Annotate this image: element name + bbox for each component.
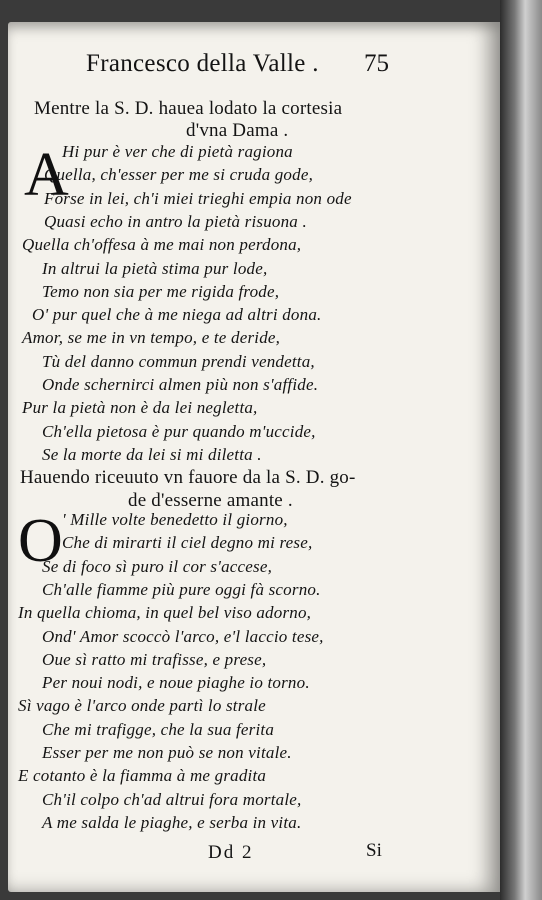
poem2-verse-line: ' Mille volte benedetto il giorno, bbox=[62, 510, 288, 529]
poem2-verse-line: E cotanto è la fiamma à me gradita bbox=[18, 766, 267, 786]
poem1-verse-line: Temo non sia per me rigida frode, bbox=[42, 281, 280, 301]
poem2-verse-line: Che mi trafigge, che la sua ferita bbox=[42, 719, 275, 739]
poem2-verse-line: A me salda le piaghe, e serba in vita. bbox=[42, 812, 302, 832]
poem2-heading-line2: de d'esserne amante . bbox=[128, 490, 293, 511]
poem2-verse-line: Per noui nodi, e noue piaghe io torno. bbox=[42, 673, 310, 693]
poem1-verse-line: Ch'ella pietosa è pur quando m'uccide, bbox=[42, 421, 316, 441]
poem1-verse-line: Quella, ch'esser per me si cruda gode, bbox=[44, 165, 314, 185]
poem1-verse-line: In altrui la pietà stima pur lode, bbox=[42, 258, 268, 278]
poem1-dropcap: A bbox=[24, 141, 69, 209]
catchword: Si bbox=[366, 840, 382, 861]
poem1-verse-line: O' pur quel che à me niega ad altri dona. bbox=[32, 305, 322, 325]
poem2-verse-line: Ch'alle fiamme più pure oggi fà scorno. bbox=[42, 579, 321, 599]
poem1-verse-line: Onde schernirci almen più non s'affide. bbox=[42, 375, 319, 394]
poem1-verse-line: Tù del danno commun prendi vendetta, bbox=[42, 351, 315, 371]
poem2-verse-line: Sì vago è l'arco onde partì lo strale bbox=[18, 696, 266, 716]
poem2-heading-line1: Hauendo riceuuto vn fauore da la S. D. go- bbox=[20, 467, 356, 488]
poem1-heading-line2: d'vna Dama . bbox=[186, 120, 289, 141]
poem1-verse-line: Forse in lei, ch'i miei trieghi empia non ode bbox=[44, 188, 352, 208]
running-title: Francesco della Valle . bbox=[86, 50, 319, 77]
poem1-verse-line: Amor, se me in vn tempo, e te deride, bbox=[22, 328, 281, 348]
poem1-heading-line1: Mentre la S. D. hauea lodato la cortesia bbox=[34, 98, 343, 119]
poem2-verse-line: In quella chioma, in quel bel viso adorno, bbox=[18, 603, 312, 623]
poem2-verse-line: Ond' Amor scoccò l'arco, e'l laccio tese, bbox=[42, 626, 324, 646]
poem2-dropcap: O bbox=[18, 507, 63, 575]
facing-page-edge bbox=[505, 150, 539, 790]
poem2-verse-line: Esser per me non può se non vitale. bbox=[42, 743, 292, 762]
poem2-verse-line: Se di foco sì puro il cor s'accese, bbox=[42, 556, 273, 576]
poem1-verse-line: Quasi echo in antro la pietà risuona . bbox=[44, 211, 307, 231]
signature-mark: Dd 2 bbox=[208, 842, 254, 863]
book-page bbox=[8, 22, 500, 892]
poem2-verse-line: Ch'il colpo ch'ad altrui fora mortale, bbox=[42, 789, 302, 809]
poem1-verse-line: Se la morte da lei si mi diletta . bbox=[42, 444, 262, 464]
page-number: 75 bbox=[364, 50, 389, 77]
poem1-verse-line: Hi pur è ver che di pietà ragiona bbox=[62, 142, 293, 161]
poem1-verse-line: Pur la pietà non è da lei negletta, bbox=[22, 398, 258, 418]
poem2-verse-line: Oue sì ratto mi trafisse, e prese, bbox=[42, 649, 267, 669]
poem1-verse-line: Quella ch'offesa à me mai non perdona, bbox=[22, 235, 302, 255]
poem2-verse-line: Che di mirarti il ciel degno mi rese, bbox=[62, 533, 313, 553]
